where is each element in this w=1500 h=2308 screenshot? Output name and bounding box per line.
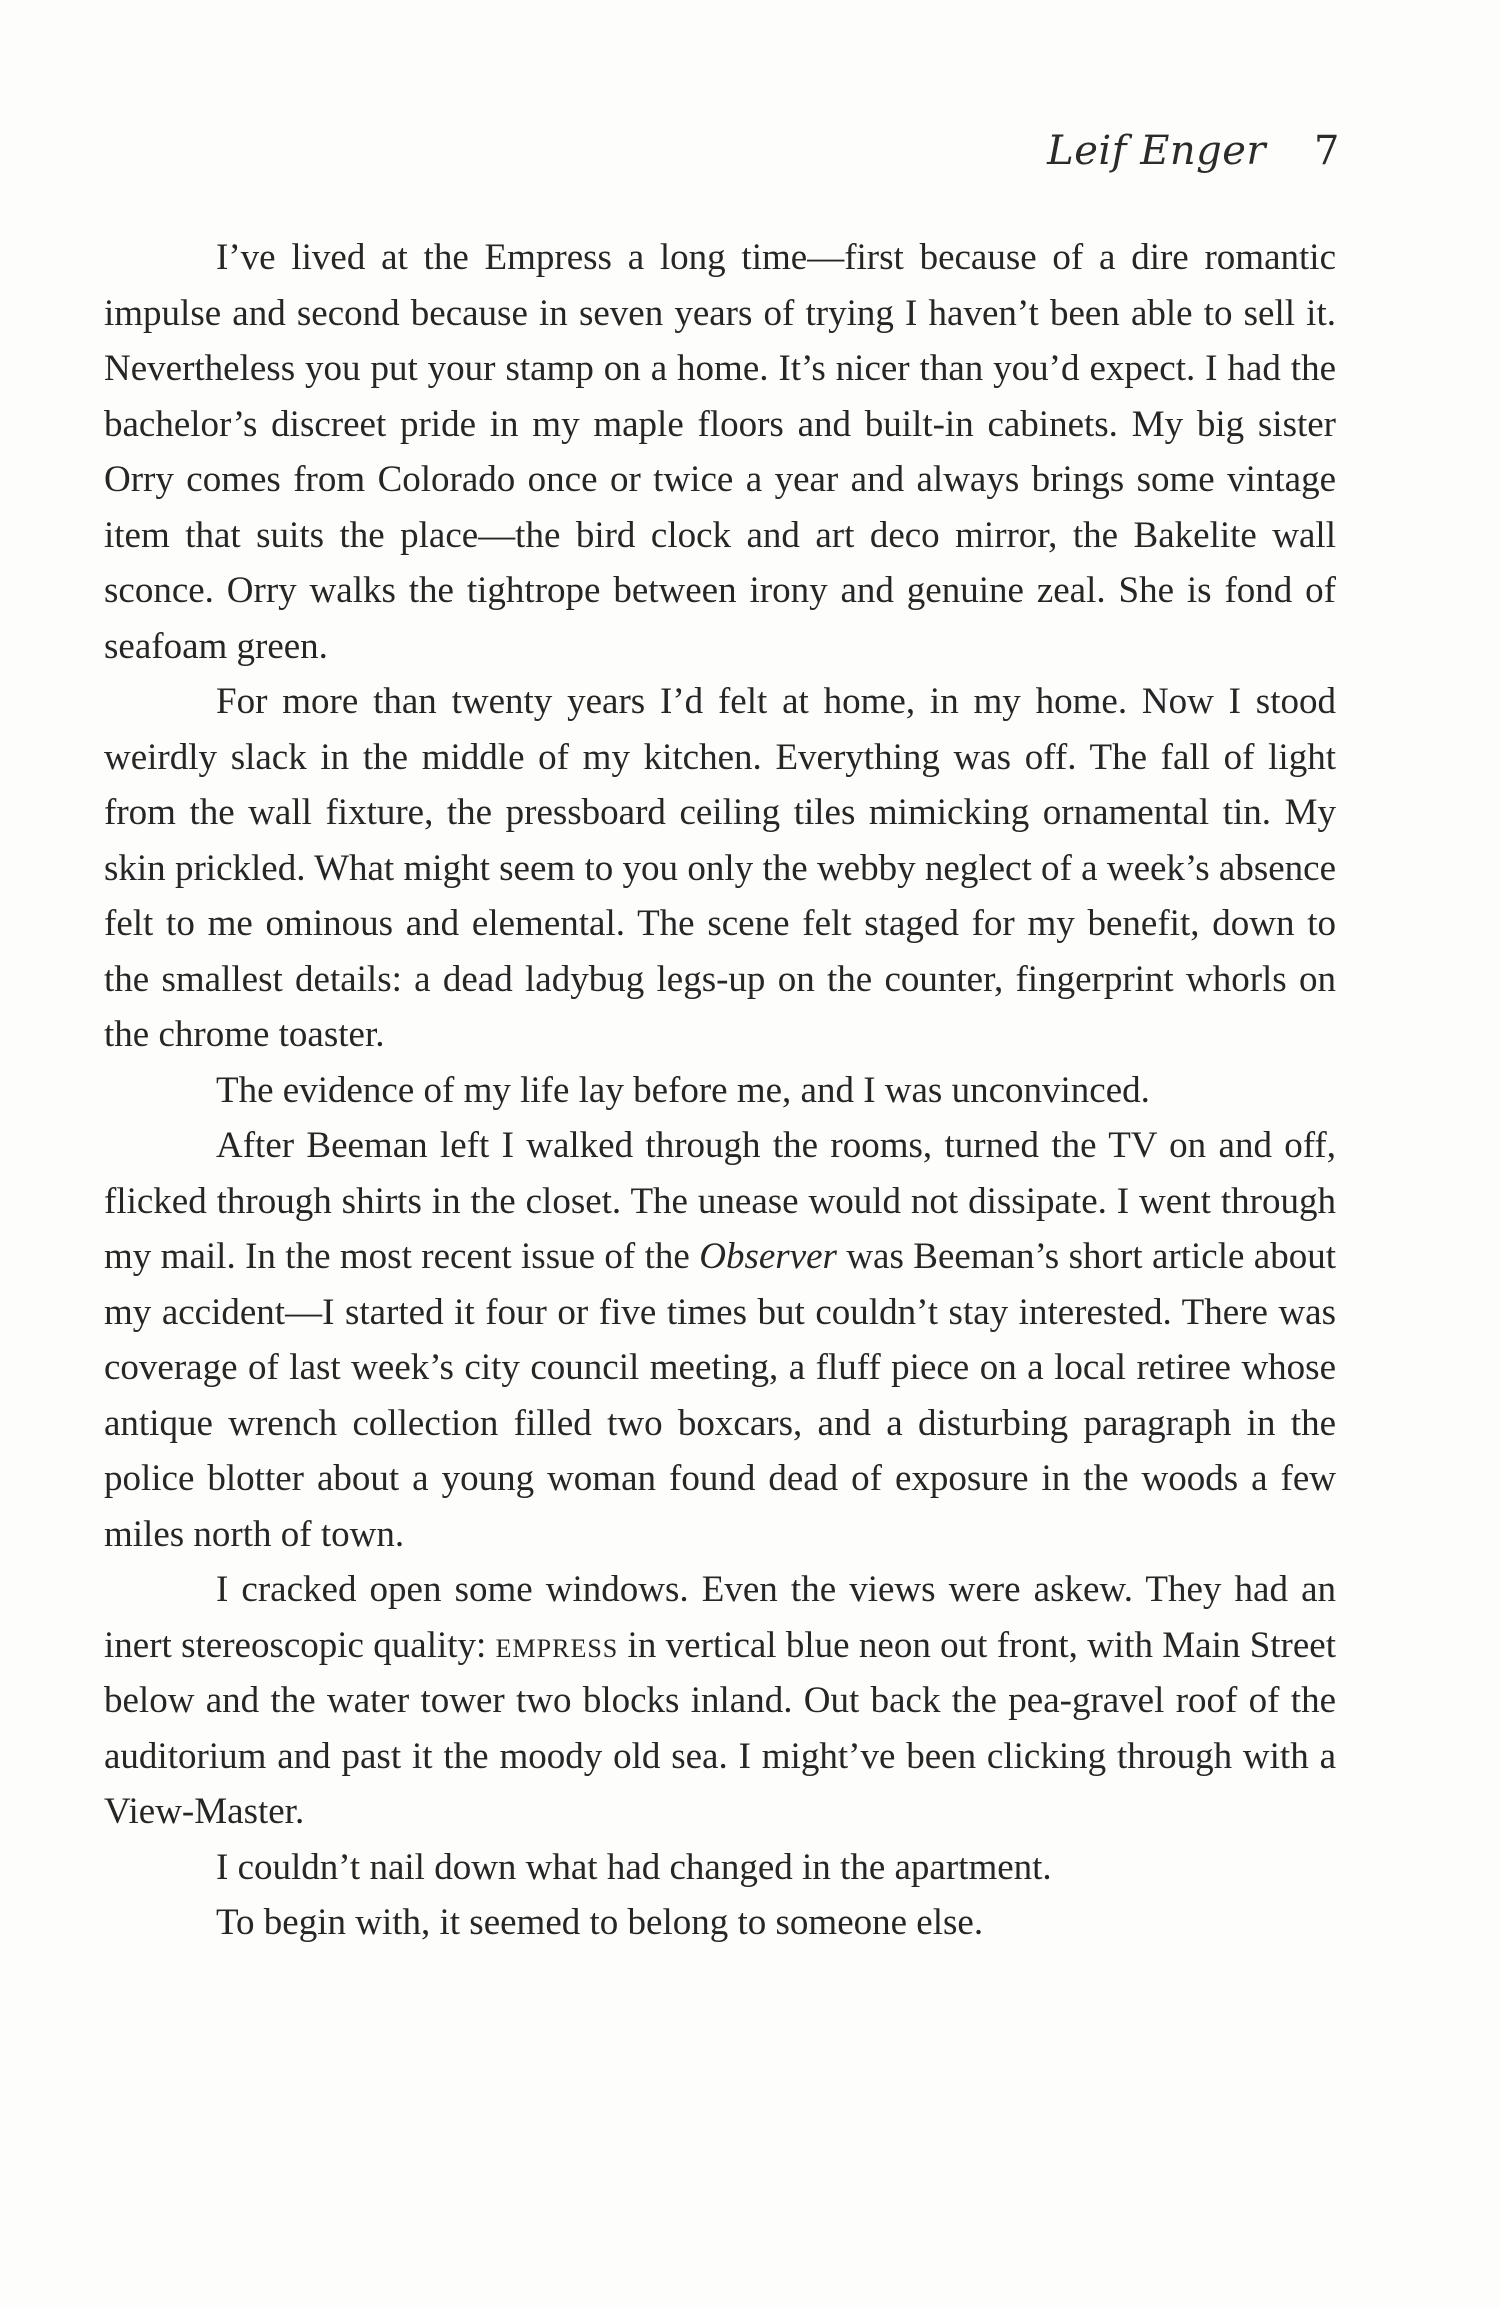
paragraph-6: I couldn’t nail down what had changed in the apartment. bbox=[216, 1846, 1052, 1888]
paragraph-2: For more than twenty years I’d felt at home, in my home. Now I stood weirdly slack in the middle of my kitchen. Everything was off. The fall of light from the wall fixture, the pressboard ceiling tiles mimicking ornamental tin. My skin prickled. What might seem to you only the webby neglect of a week’s absence felt to me ominous and elemental. The scene felt staged for my benefit, down to the smallest details: a dead ladybug legs-up on the counter, fingerprint whorls on the chrome toaster. bbox=[104, 681, 1336, 1055]
paragraph-7: To begin with, it seemed to belong to someone else. bbox=[216, 1902, 984, 1943]
paragraph-5 bbox=[104, 1562, 1336, 1840]
page-number: 7 bbox=[1314, 128, 1340, 174]
empress-sign-text: empress bbox=[495, 1624, 619, 1666]
paragraph-5-part-2: in vertical blue neon out front, with Main Street below and the water tower two blocks inland. Out back the pea-gravel roof of the auditorium and past it the moody old sea. I might’ve been clicking through with a View-Master. bbox=[104, 1624, 1336, 1832]
paragraph-5-part-1: I cracked open some windows. Even the views were askew. They had an inert stereoscopic quality: bbox=[104, 1569, 1336, 1666]
paragraph-4-part-2: was Beeman’s short article about my accident—I started it four or five times but couldn’t stay interested. There was coverage of last week’s city council meeting, a fluff piece on a local retiree whose antique wrench collection filled two boxcars, and a disturbing paragraph in the police blotter about a young woman found dead of exposure in the woods a few miles north of town. bbox=[104, 1236, 1336, 1555]
paragraph-3: The evidence of my life lay before me, and I was unconvinced. bbox=[216, 1069, 1150, 1111]
running-head bbox=[1047, 128, 1340, 174]
paragraph-4-part-1: After Beeman left I walked through the rooms, turned the TV on and off, flicked through shirts in the closet. The unease would not dissipate. I went through my mail. In the most recent issue of the bbox=[104, 1125, 1336, 1277]
paragraph-1: I’ve lived at the Empress a long time—first because of a dire romantic impulse and second because in seven years of trying I haven’t been able to sell it. Nevertheless you put your stamp on a home. It’s nicer than you’d expect. I had the bachelor’s discreet pride in my maple floors and built-in cabinets. My big sister Orry comes from Colorado once or twice a year and always brings some vintage item that suits the place—the bird clock and art deco mirror, the Bakelite wall sconce. Orry walks the tightrope between irony and genuine zeal. She is fond of seafoam green. bbox=[104, 237, 1336, 667]
running-head-author: Leif Enger bbox=[1047, 128, 1267, 174]
body-text bbox=[104, 230, 1336, 1951]
paragraph-4 bbox=[104, 1118, 1336, 1562]
newspaper-title: Observer bbox=[699, 1236, 837, 1277]
